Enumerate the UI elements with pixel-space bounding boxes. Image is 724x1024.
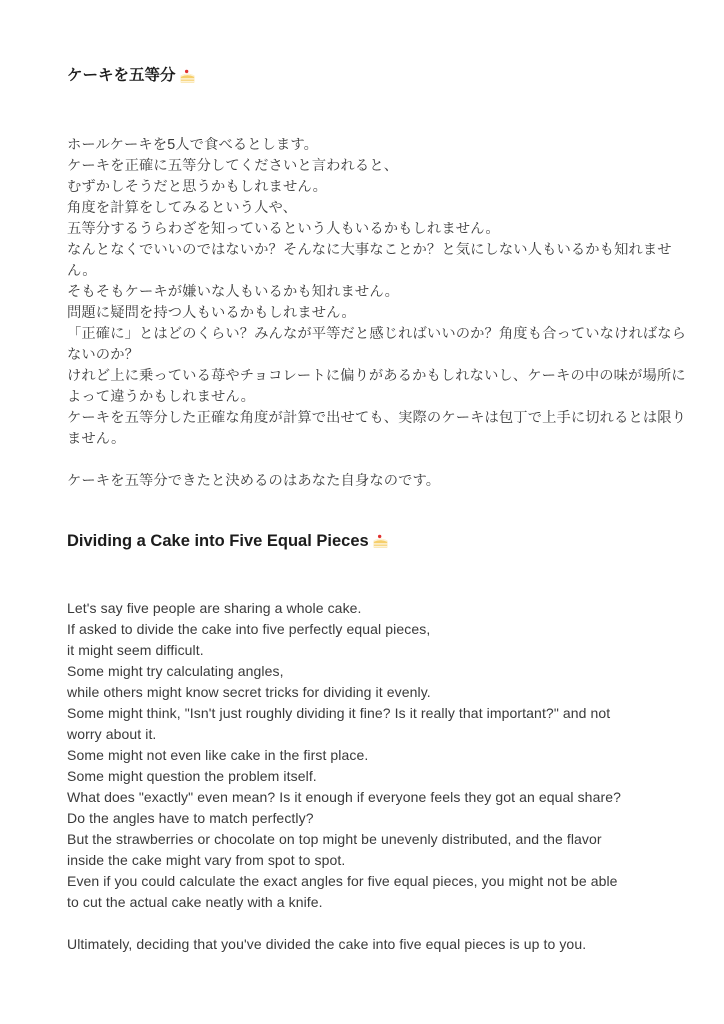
- text-line: while others might know secret tricks for dividing it evenly.: [67, 684, 431, 700]
- text-line: けれど上に乗っている苺やチョコレートに偏りがあるかもしれないし、ケーキの中の味が場所に: [67, 368, 686, 384]
- text-line: 問題に疑問を持つ人もいるかもしれません。: [67, 305, 356, 321]
- text-line: ないのか？: [67, 347, 139, 363]
- text-line: What does "exactly" even mean? Is it enough if everyone feels they got an equal share?: [67, 789, 621, 805]
- text-line: to cut the actual cake neatly with a knife.: [67, 894, 323, 910]
- text-line: Some might question the problem itself.: [67, 768, 317, 784]
- text-line: inside the cake might vary from spot to spot.: [67, 852, 346, 868]
- text-line: なんとなくでいいのではないか？そんなに大事なことか？と気にしない人もいるかも知れませ: [67, 242, 672, 258]
- document-content: [67, 64, 692, 955]
- japanese-title-text: ケーキを五等分: [67, 67, 176, 84]
- text-line: If asked to divide the cake into five perfectly equal pieces,: [67, 621, 431, 637]
- text-line: Some might think, "Isn't just roughly dividing it fine? Is it really that important?" and not: [67, 705, 611, 721]
- text-line: it might seem difficult.: [67, 642, 204, 658]
- text-line: But the strawberries or chocolate on top might be unevenly distributed, and the flavor: [67, 831, 602, 847]
- text-line: ません。: [67, 431, 126, 447]
- text-line: Some might try calculating angles,: [67, 663, 284, 679]
- text-line: 角度を計算をしてみるという人や、: [67, 200, 298, 216]
- english-section-body: [67, 598, 692, 955]
- text-line: Let's say five people are sharing a whole cake.: [67, 600, 362, 616]
- section-japanese: [67, 64, 692, 492]
- text-line: ケーキを五等分できたと決めるのはあなた自身なのです。: [67, 473, 441, 489]
- shortcake-emoji-icon: [372, 533, 389, 550]
- text-line: Do the angles have to match perfectly?: [67, 810, 314, 826]
- text-line: よって違うかもしれません。: [67, 389, 256, 405]
- english-section-title: [67, 528, 692, 554]
- text-line: 「正確に」とはどのくらい？みんなが平等だと感じればいいのか？角度も合っていなければなら: [67, 326, 687, 342]
- blank-line: [67, 913, 692, 934]
- english-title-text: Dividing a Cake into Five Equal Pieces: [67, 532, 369, 550]
- japanese-section-title: [67, 64, 692, 88]
- text-line: Some might not even like cake in the first place.: [67, 747, 369, 763]
- shortcake-emoji-icon: [179, 68, 196, 85]
- text-line: worry about it.: [67, 726, 157, 742]
- text-line: Even if you could calculate the exact angles for five equal pieces, you might not be able: [67, 873, 618, 889]
- text-line: ホールケーキを5人で食べるとします。: [67, 137, 319, 153]
- blank-line: [67, 450, 692, 471]
- japanese-section-body: [67, 135, 692, 492]
- text-line: そもそもケーキが嫌いな人もいるかも知れません。: [67, 284, 399, 300]
- text-line: 五等分するうらわざを知っているという人もいるかもしれません。: [67, 221, 500, 237]
- text-line: ん。: [67, 263, 97, 279]
- section-english: [67, 528, 692, 955]
- text-line: ケーキを正確に五等分してくださいと言われると、: [67, 158, 399, 174]
- text-line: むずかしそうだと思うかもしれません。: [67, 179, 327, 195]
- text-line: Ultimately, deciding that you've divided the cake into five equal pieces is up to you.: [67, 936, 587, 952]
- text-line: ケーキを五等分した正確な角度が計算で出せても、実際のケーキは包丁で上手に切れるとは限り: [67, 410, 687, 426]
